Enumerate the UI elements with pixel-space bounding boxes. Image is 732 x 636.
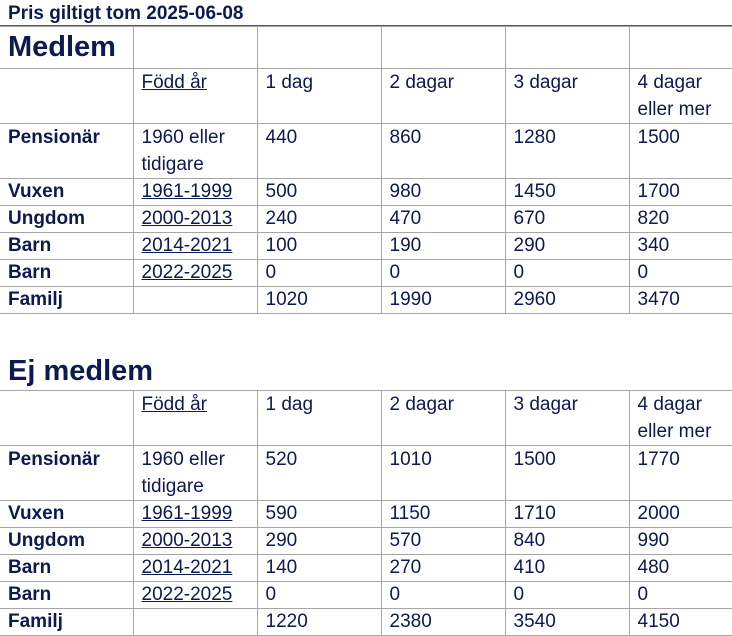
day3-header: 3 dagar xyxy=(505,69,629,124)
member-section-title: Medlem xyxy=(0,27,133,69)
member-header-row xyxy=(0,69,732,124)
category-label: Barn xyxy=(0,555,133,582)
price-cell: 3540 xyxy=(505,609,629,636)
day1-header: 1 dag xyxy=(257,391,381,446)
table-row xyxy=(0,260,732,287)
price-cell: 0 xyxy=(257,260,381,287)
day4-header: 4 dagar eller mer xyxy=(629,391,732,446)
non-member-header-row xyxy=(0,391,732,446)
category-label: Ungdom xyxy=(0,206,133,233)
day2-header: 2 dagar xyxy=(381,391,505,446)
born-range-cell[interactable] xyxy=(133,501,257,528)
price-cell: 2000 xyxy=(629,501,732,528)
day1-header: 1 dag xyxy=(257,69,381,124)
price-cell: 440 xyxy=(257,124,381,179)
born-range: 1960 eller tidigare xyxy=(133,446,257,501)
price-cell: 1280 xyxy=(505,124,629,179)
price-cell: 0 xyxy=(381,260,505,287)
price-cell: 670 xyxy=(505,206,629,233)
category-label: Barn xyxy=(0,233,133,260)
born-year-header[interactable] xyxy=(133,69,257,124)
member-title-row xyxy=(0,27,732,69)
non-member-section-title: Ej medlem xyxy=(8,355,154,387)
day3-header: 3 dagar xyxy=(505,391,629,446)
price-cell: 1990 xyxy=(381,287,505,314)
table-row xyxy=(0,233,732,260)
price-cell: 1220 xyxy=(257,609,381,636)
born-range-link[interactable]: 2014-2021 xyxy=(141,557,233,578)
table-row xyxy=(0,501,732,528)
price-cell: 570 xyxy=(381,528,505,555)
category-label: Pensionär xyxy=(0,446,133,501)
price-cell: 1020 xyxy=(257,287,381,314)
born-range-link[interactable]: 2022-2025 xyxy=(141,584,233,605)
member-price-table xyxy=(0,26,732,314)
table-row xyxy=(0,206,732,233)
price-validity-text: Pris giltigt tom 2025-06-08 xyxy=(8,3,244,24)
born-range-link[interactable]: 2014-2021 xyxy=(141,235,233,256)
price-cell: 290 xyxy=(505,233,629,260)
price-cell: 3470 xyxy=(629,287,732,314)
born-range-cell[interactable] xyxy=(133,206,257,233)
price-cell: 820 xyxy=(629,206,732,233)
born-range-cell[interactable] xyxy=(133,582,257,609)
price-cell: 1710 xyxy=(505,501,629,528)
price-cell: 990 xyxy=(629,528,732,555)
born-range xyxy=(133,287,257,314)
category-label: Barn xyxy=(0,582,133,609)
price-cell: 410 xyxy=(505,555,629,582)
price-cell: 470 xyxy=(381,206,505,233)
born-year-link[interactable]: Född år xyxy=(141,72,207,93)
price-cell: 100 xyxy=(257,233,381,260)
price-cell: 590 xyxy=(257,501,381,528)
price-cell: 290 xyxy=(257,528,381,555)
table-row xyxy=(0,287,732,314)
born-range xyxy=(133,609,257,636)
born-range-link[interactable]: 2000-2013 xyxy=(141,208,233,229)
category-label: Barn xyxy=(0,260,133,287)
price-cell: 1150 xyxy=(381,501,505,528)
price-cell: 0 xyxy=(381,582,505,609)
price-cell: 1770 xyxy=(629,446,732,501)
born-range-cell[interactable] xyxy=(133,179,257,206)
price-cell: 860 xyxy=(381,124,505,179)
price-cell: 4150 xyxy=(629,609,732,636)
born-year-link[interactable]: Född år xyxy=(141,394,207,415)
born-range-cell[interactable] xyxy=(133,528,257,555)
category-label: Vuxen xyxy=(0,501,133,528)
price-cell: 0 xyxy=(505,582,629,609)
price-cell: 140 xyxy=(257,555,381,582)
category-label: Pensionär xyxy=(0,124,133,179)
price-cell: 480 xyxy=(629,555,732,582)
category-label: Ungdom xyxy=(0,528,133,555)
price-cell: 0 xyxy=(257,582,381,609)
price-cell: 1500 xyxy=(629,124,732,179)
non-member-price-table xyxy=(0,390,732,636)
table-row xyxy=(0,446,732,501)
born-range-cell[interactable] xyxy=(133,260,257,287)
price-cell: 190 xyxy=(381,233,505,260)
price-cell: 1500 xyxy=(505,446,629,501)
price-cell: 980 xyxy=(381,179,505,206)
price-cell: 1450 xyxy=(505,179,629,206)
price-cell: 520 xyxy=(257,446,381,501)
price-cell: 1010 xyxy=(381,446,505,501)
price-cell: 2380 xyxy=(381,609,505,636)
price-cell: 0 xyxy=(629,582,732,609)
category-label: Familj xyxy=(0,287,133,314)
born-range-link[interactable]: 1961-1999 xyxy=(141,181,233,202)
table-row xyxy=(0,609,732,636)
price-cell: 240 xyxy=(257,206,381,233)
born-range-link[interactable]: 2000-2013 xyxy=(141,530,233,551)
price-cell: 2960 xyxy=(505,287,629,314)
price-cell: 0 xyxy=(505,260,629,287)
price-cell: 270 xyxy=(381,555,505,582)
price-cell: 0 xyxy=(629,260,732,287)
table-row xyxy=(0,179,732,206)
table-row xyxy=(0,555,732,582)
category-label: Vuxen xyxy=(0,179,133,206)
born-range-cell[interactable] xyxy=(133,555,257,582)
price-cell: 1700 xyxy=(629,179,732,206)
price-cell: 840 xyxy=(505,528,629,555)
born-range-link[interactable]: 1961-1999 xyxy=(141,503,233,524)
table-row xyxy=(0,582,732,609)
born-range-cell[interactable] xyxy=(133,233,257,260)
price-cell: 500 xyxy=(257,179,381,206)
born-year-header[interactable] xyxy=(133,391,257,446)
born-range-link[interactable]: 2022-2025 xyxy=(141,262,233,283)
category-label: Familj xyxy=(0,609,133,636)
day2-header: 2 dagar xyxy=(381,69,505,124)
day4-header: 4 dagar eller mer xyxy=(629,69,732,124)
born-range: 1960 eller tidigare xyxy=(133,124,257,179)
price-cell: 340 xyxy=(629,233,732,260)
table-row xyxy=(0,528,732,555)
table-row xyxy=(0,124,732,179)
